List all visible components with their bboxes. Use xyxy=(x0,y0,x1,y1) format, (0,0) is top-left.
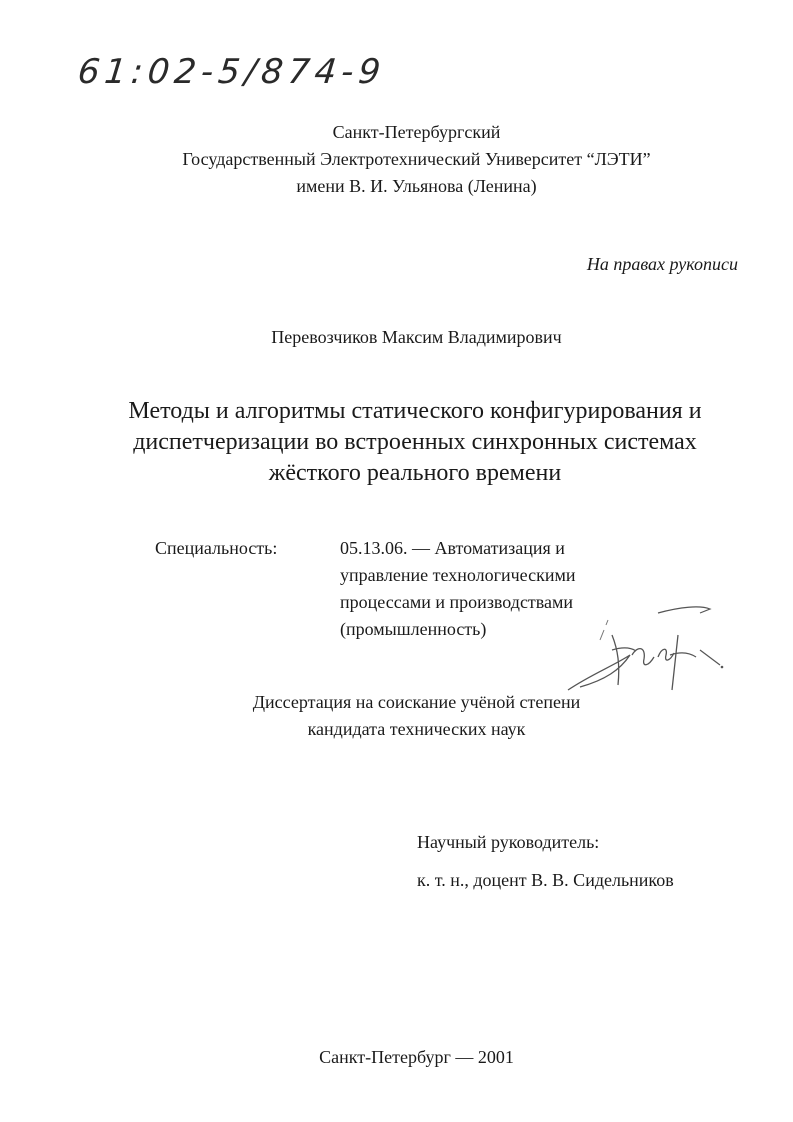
university-line-3: имени В. И. Ульянова (Ленина) xyxy=(296,176,537,196)
degree-line-2: кандидата технических наук xyxy=(307,719,526,739)
thesis-title-line-1: Методы и алгоритмы статического конфигурирования и xyxy=(128,398,702,424)
university-line-2: Государственный Электротехнический Университет “ЛЭТИ” xyxy=(182,149,651,169)
thesis-title-line-2: диспетчеризации во встроенных синхронных системах xyxy=(133,429,697,455)
supervisor-name: к. т. н., доцент В. В. Сидельников xyxy=(417,870,674,890)
specialty-line-3: процессами и производствами xyxy=(340,592,574,612)
author-name: Перевозчиков Максим Владимирович xyxy=(271,327,562,347)
handwritten-signature xyxy=(560,595,730,705)
specialty-line-1: 05.13.06. — Автоматизация и xyxy=(340,538,565,558)
specialty-line-4: (промышленность) xyxy=(340,619,487,639)
manuscript-rights-note: На правах рукописи xyxy=(586,254,738,274)
handwritten-shelf-mark: 61:02-5/874-9 xyxy=(75,52,388,92)
specialty-label: Специальность: xyxy=(155,538,278,558)
place-and-year: Санкт-Петербург — 2001 xyxy=(319,1047,514,1067)
degree-line-1: Диссертация на соискание учёной степени xyxy=(252,692,581,712)
supervisor-label: Научный руководитель: xyxy=(417,832,600,852)
university-line-1: Санкт-Петербургский xyxy=(332,122,501,142)
thesis-title-line-3: жёсткого реального времени xyxy=(268,460,562,486)
specialty-line-2: управление технологическими xyxy=(340,565,576,585)
